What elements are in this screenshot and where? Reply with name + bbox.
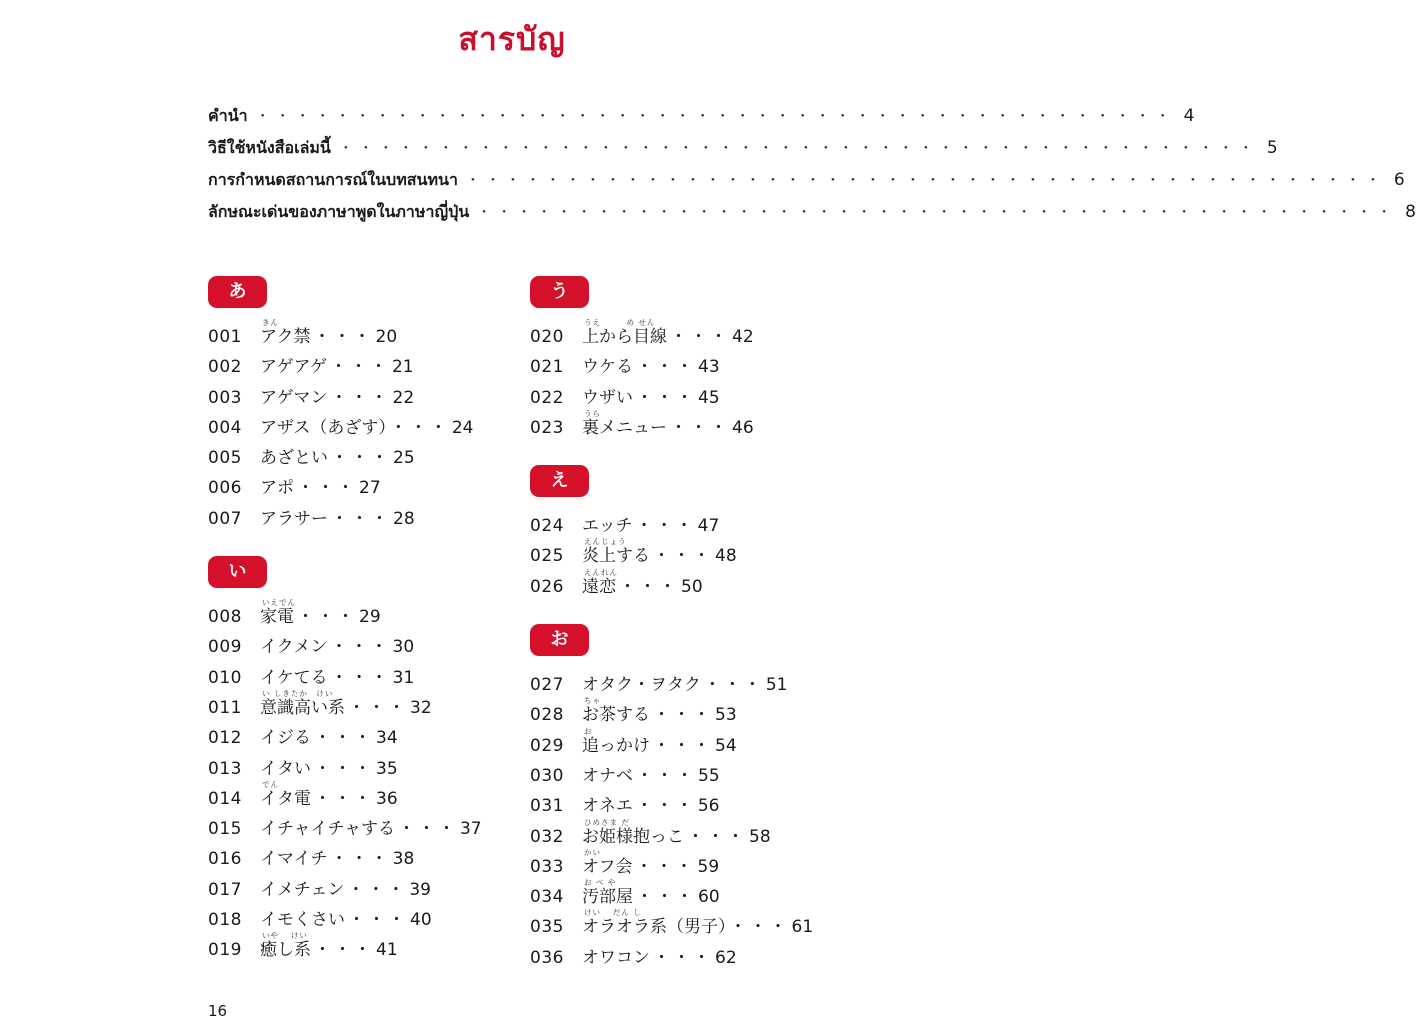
- toc-entry: [530, 408, 850, 443]
- entry-term: アザス（あざす）: [260, 417, 387, 438]
- entry-separator: ・・・: [389, 417, 450, 438]
- entry-number: 003: [208, 387, 242, 408]
- entry-list: [530, 511, 850, 602]
- entry-page: 56: [697, 796, 720, 817]
- entry-term: ウケる: [582, 357, 633, 378]
- entry-separator: ・・・: [670, 417, 730, 438]
- furigana: ちゃ: [584, 696, 601, 706]
- page-title: สารบัญ: [458, 20, 566, 58]
- entry-number: 007: [208, 508, 242, 529]
- entry-term: オラオラ系（男子）: [582, 917, 727, 938]
- entry-term: 裏メニュー: [582, 417, 667, 438]
- entry-page: 42: [732, 327, 754, 347]
- entry-number: 005: [208, 448, 242, 469]
- entry-page: 31: [392, 667, 415, 688]
- entry-separator: ・・・: [653, 735, 713, 756]
- section-e: [530, 465, 850, 602]
- entry-separator: ・・・: [313, 327, 374, 347]
- entry-number: 027: [530, 675, 564, 696]
- entry-term: お姫様抱っこ: [582, 826, 684, 847]
- entry-term: アゲアゲ: [260, 357, 327, 378]
- toc-entry: [208, 473, 528, 503]
- entry-page: 62: [715, 947, 737, 968]
- entry-separator: ・・・: [314, 940, 374, 961]
- entry-number: 023: [530, 417, 564, 438]
- toc-entry: [530, 537, 850, 571]
- entry-page: 27: [359, 478, 381, 499]
- entry-page: 61: [791, 917, 814, 938]
- entry-term: オワコン: [582, 947, 650, 968]
- section-tab-e: え: [530, 465, 589, 497]
- entry-number: 029: [530, 735, 564, 756]
- entry-separator: ・・・: [314, 728, 374, 749]
- entry-number: 010: [208, 667, 242, 688]
- entry-number: 026: [530, 576, 564, 597]
- entry-number: 008: [208, 607, 242, 628]
- entry-page: 55: [698, 765, 720, 786]
- entry-page: 30: [392, 637, 415, 658]
- toc-entry: [208, 754, 528, 784]
- entry-number: 013: [208, 758, 242, 779]
- intro-list: [208, 104, 1416, 232]
- entry-term: アラサー: [260, 508, 328, 529]
- intro-page: 4: [1183, 106, 1195, 126]
- intro-row: [208, 200, 1416, 232]
- entry-separator: ・・・: [348, 697, 408, 718]
- section-tab-i: い: [208, 556, 267, 588]
- entry-page: 39: [409, 879, 431, 900]
- entry-term: イモくさい: [260, 910, 345, 931]
- intro-label: ลักษณะเด่นของภาษาพูดในภาษาญี่ปุ่น: [208, 202, 470, 221]
- toc-entry: [530, 817, 850, 852]
- toc-entry: [530, 696, 850, 730]
- section-tab-u: う: [530, 276, 589, 308]
- entry-number: 006: [208, 478, 242, 499]
- section-o: [530, 624, 850, 973]
- toc-column-right: [530, 276, 850, 973]
- entry-separator: ・・・: [729, 917, 790, 938]
- toc-entry: [530, 352, 850, 382]
- intro-page: 8: [1405, 202, 1416, 222]
- entry-separator: ・・・: [636, 387, 696, 408]
- entry-page: 22: [392, 387, 415, 408]
- entry-page: 43: [698, 357, 720, 378]
- entry-term: 意識高い系: [260, 697, 345, 718]
- entry-term: 遠恋: [582, 576, 616, 597]
- toc-entry: [208, 723, 528, 753]
- intro-row: [208, 104, 1195, 136]
- entry-page: 50: [681, 576, 703, 597]
- entry-page: 58: [749, 826, 771, 847]
- entry-term: イジる: [260, 728, 311, 749]
- entry-page: 41: [376, 940, 398, 961]
- entry-list: [208, 598, 528, 966]
- entry-term: 汚部屋: [582, 887, 633, 908]
- entry-separator: ・・・: [330, 849, 391, 870]
- entry-page: 34: [376, 728, 398, 749]
- entry-page: 40: [410, 910, 432, 931]
- entry-term: イタい: [260, 758, 311, 779]
- entry-separator: ・・・: [636, 357, 696, 378]
- page-number: 16: [208, 1002, 228, 1020]
- entry-separator: ・・・: [331, 508, 391, 529]
- entry-number: 012: [208, 728, 242, 749]
- furigana: お べ や: [584, 878, 617, 888]
- entry-term: オネエ: [582, 796, 633, 817]
- entry-term: オフ会: [582, 856, 633, 877]
- entry-number: 025: [530, 546, 564, 567]
- furigana: うえ め せん: [584, 318, 656, 327]
- intro-page: 5: [1266, 138, 1278, 158]
- entry-number: 035: [530, 917, 564, 938]
- entry-term: イチャイチャする: [260, 819, 395, 840]
- entry-list: [530, 670, 850, 973]
- entry-term: イケてる: [260, 667, 328, 688]
- furigana: きん: [262, 318, 279, 327]
- entry-page: 45: [698, 387, 720, 408]
- toc-entry: [208, 688, 528, 723]
- entry-number: 002: [208, 357, 242, 378]
- toc-entry: [208, 504, 528, 534]
- entry-term: 癒し系: [260, 940, 311, 961]
- toc-entry: [530, 791, 850, 821]
- toc-entry: [530, 511, 850, 541]
- entry-separator: ・・・: [636, 765, 696, 786]
- furigana: えんじょう: [584, 537, 627, 547]
- entry-number: 011: [208, 697, 242, 718]
- entry-page: 24: [451, 417, 474, 438]
- entry-page: 53: [715, 705, 737, 726]
- toc-entry: [530, 847, 850, 882]
- leader-dots: ・・・・・・・・・・・・・・・・・・・・・・・・・・・・・・・・・・・・・・・・・・・・・・: [338, 141, 1259, 157]
- entry-term: アゲマン: [260, 387, 328, 408]
- section-u: [530, 276, 850, 443]
- entry-separator: ・・・: [314, 758, 374, 779]
- entry-term: 炎上する: [582, 546, 650, 567]
- furigana: お: [584, 726, 593, 736]
- entry-page: 38: [392, 849, 415, 870]
- toc-entry: [208, 779, 528, 814]
- entry-term: イクメン: [260, 637, 328, 658]
- leader-dots: ・・・・・・・・・・・・・・・・・・・・・・・・・・・・・・・・・・・・・・・・・・・・・・: [255, 109, 1176, 125]
- entry-term: オタク・ヲタク: [582, 675, 701, 696]
- entry-number: 021: [530, 357, 564, 378]
- entry-separator: ・・・: [330, 667, 391, 688]
- toc-entry: [208, 875, 528, 905]
- furigana: いえでん: [262, 598, 296, 608]
- entry-separator: ・・・: [670, 327, 730, 347]
- entry-number: 022: [530, 387, 564, 408]
- entry-page: 59: [697, 856, 720, 877]
- toc-column-left: [208, 276, 528, 966]
- entry-number: 024: [530, 516, 564, 537]
- entry-page: 28: [393, 508, 415, 529]
- toc-entry: [530, 567, 850, 602]
- toc-entry: [208, 844, 528, 874]
- intro-row: [208, 168, 1405, 200]
- furigana: でん: [262, 779, 279, 789]
- entry-number: 030: [530, 765, 564, 786]
- entry-number: 020: [530, 327, 564, 347]
- entry-page: 48: [715, 546, 737, 567]
- intro-label: วิธีใช้หนังสือเล่มนี้: [208, 138, 331, 157]
- entry-separator: ・・・: [330, 387, 391, 408]
- entry-separator: ・・・: [397, 819, 458, 840]
- toc-entry: [530, 318, 850, 352]
- toc-entry: [208, 632, 528, 662]
- toc-entry: [208, 931, 528, 965]
- intro-label: การกำหนดสถานการณ์ในบทสนทนา: [208, 170, 458, 189]
- entry-number: 017: [208, 879, 242, 900]
- entry-page: 32: [410, 697, 432, 718]
- toc-entry: [208, 318, 528, 352]
- entry-separator: ・・・: [635, 516, 696, 537]
- section-tab-o: お: [530, 624, 589, 656]
- leader-dots: ・・・・・・・・・・・・・・・・・・・・・・・・・・・・・・・・・・・・・・・・・・・・・・: [477, 205, 1398, 221]
- entry-separator: ・・・: [331, 448, 391, 469]
- toc-entry: [208, 598, 528, 632]
- furigana: うら: [584, 408, 601, 418]
- entry-term: イメチェン: [260, 879, 345, 900]
- furigana: ひめさま だ: [584, 817, 630, 827]
- entry-separator: ・・・: [687, 826, 747, 847]
- toc-entry: [530, 670, 850, 700]
- entry-term: あざとい: [260, 448, 328, 469]
- entry-separator: ・・・: [703, 675, 764, 696]
- entry-term: ウザい: [582, 387, 633, 408]
- entry-term: イタ電: [260, 788, 311, 809]
- furigana: いや けい: [262, 931, 308, 941]
- entry-number: 001: [208, 327, 242, 347]
- entry-number: 032: [530, 826, 564, 847]
- entry-separator: ・・・: [329, 357, 390, 378]
- entry-separator: ・・・: [635, 796, 696, 817]
- entry-page: 21: [391, 357, 414, 378]
- entry-number: 015: [208, 819, 242, 840]
- entry-term: お茶する: [582, 705, 650, 726]
- entry-page: 20: [375, 327, 398, 347]
- entry-list: [208, 318, 528, 534]
- entry-page: 25: [393, 448, 415, 469]
- entry-page: 37: [459, 819, 482, 840]
- toc-entry: [208, 905, 528, 935]
- intro-page: 6: [1393, 170, 1405, 190]
- entry-page: 47: [697, 516, 720, 537]
- toc-entry: [530, 383, 850, 413]
- entry-list: [530, 318, 850, 443]
- entry-page: 54: [715, 735, 737, 756]
- entry-number: 009: [208, 637, 242, 658]
- entry-term: 家電: [260, 607, 294, 628]
- toc-entry: [530, 943, 850, 973]
- entry-term: 追っかけ: [582, 735, 650, 756]
- entry-separator: ・・・: [635, 856, 696, 877]
- entry-number: 019: [208, 940, 242, 961]
- entry-page: 36: [376, 788, 398, 809]
- toc-entry: [530, 878, 850, 912]
- furigana: けい だん し: [584, 908, 642, 918]
- entry-number: 028: [530, 705, 564, 726]
- entry-number: 018: [208, 910, 242, 931]
- toc-entry: [208, 383, 528, 413]
- entry-page: 35: [376, 758, 398, 779]
- entry-separator: ・・・: [348, 910, 408, 931]
- entry-number: 016: [208, 849, 242, 870]
- intro-label: คำนำ: [208, 106, 248, 125]
- entry-separator: ・・・: [314, 788, 374, 809]
- entry-page: 51: [765, 675, 788, 696]
- entry-term: エッチ: [582, 516, 633, 537]
- section-i: [208, 556, 528, 966]
- entry-separator: ・・・: [653, 546, 713, 567]
- entry-term: アク禁: [260, 327, 311, 347]
- intro-row: [208, 136, 1278, 168]
- toc-entry: [530, 908, 850, 942]
- entry-number: 034: [530, 887, 564, 908]
- entry-separator: ・・・: [297, 478, 357, 499]
- entry-term: アポ: [260, 478, 294, 499]
- entry-number: 031: [530, 796, 564, 817]
- entry-separator: ・・・: [636, 887, 696, 908]
- furigana: えんれん: [584, 567, 618, 577]
- toc-entry: [530, 761, 850, 791]
- furigana: い しきたか けい: [262, 688, 334, 698]
- entry-term: 上から目線: [582, 327, 667, 347]
- leader-dots: ・・・・・・・・・・・・・・・・・・・・・・・・・・・・・・・・・・・・・・・・・・・・・・: [465, 173, 1386, 189]
- entry-separator: ・・・: [330, 637, 391, 658]
- entry-page: 46: [732, 417, 754, 438]
- furigana: かい: [584, 847, 601, 857]
- entry-term: イマイチ: [260, 849, 328, 870]
- entry-number: 004: [208, 417, 242, 438]
- entry-number: 033: [530, 856, 564, 877]
- entry-separator: ・・・: [653, 947, 713, 968]
- entry-number: 036: [530, 947, 564, 968]
- entry-number: 014: [208, 788, 242, 809]
- toc-entry: [208, 814, 528, 844]
- toc-entry: [208, 352, 528, 382]
- entry-separator: ・・・: [297, 607, 357, 628]
- section-a: [208, 276, 528, 534]
- entry-separator: ・・・: [619, 576, 679, 597]
- toc-entry: [530, 726, 850, 761]
- section-tab-a: あ: [208, 276, 267, 308]
- entry-separator: ・・・: [653, 705, 713, 726]
- entry-page: 60: [698, 887, 720, 908]
- entry-term: オナベ: [582, 765, 633, 786]
- toc-entry: [208, 443, 528, 473]
- entry-separator: ・・・: [347, 879, 408, 900]
- toc-entry: [208, 663, 528, 693]
- toc-entry: [208, 413, 528, 443]
- entry-page: 29: [359, 607, 381, 628]
